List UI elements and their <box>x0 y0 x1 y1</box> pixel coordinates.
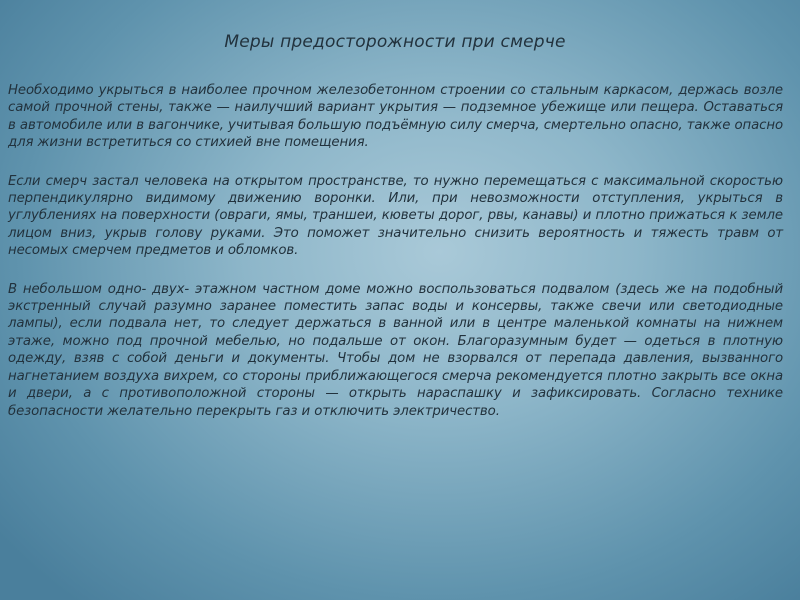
slide-body <box>8 82 783 441</box>
paragraph-open-space: Если смерч застал человека на открытом пространстве, то нужно перемещаться с максимальной скоростью перпендикулярно видимому движению воронки. Или, при невозможности отступления, укрыться в углублениях на поверхности (овраги, ямы, траншеи, кюветы дорог, рвы, канавы) и плотно прижаться к земле лицом вниз, укрыв голову руками. Это поможет значительно снизить вероятность и тяжесть травм от несомых смерчем предметов и обломков. <box>8 173 783 259</box>
paragraph-shelter: Необходимо укрыться в наиболее прочном железобетонном строении со стальным каркасом, держась возле самой прочной стены, также — наилучший вариант укрытия — подземное убежище или пещера. Оставаться в автомобиле или в вагончике, учитывая большую подъёмную силу смерча, смертельно опасно, также опасно для жизни встретиться со стихией вне помещения. <box>8 83 783 151</box>
paragraph-private-house: В небольшом одно- двух- этажном частном доме можно воспользоваться подвалом (здесь же на подобный экстренный случай разумно заранее поместить запас воды и консервы, также свечи или светодиодные лампы), если подвала нет, то следует держаться в ванной или в центре маленькой комнаты на нижнем этаже, можно под прочной мебелью, но подальше от окон. Благоразумным будет — одеться в плотную одежду, взяв с собой деньги и документы. Чтобы дом не взорвался от перепада давления, вызванного нагнетанием воздуха вихрем, со стороны приближающегося смерча рекомендуется плотно закрыть все окна и двери, а с противоположной стороны — открыть нараспашку и зафиксировать. Согласно технике безопасности желательно перекрыть газ и отключить электричество. <box>8 281 783 419</box>
slide-title: Меры предосторожности при смерче <box>224 32 566 52</box>
